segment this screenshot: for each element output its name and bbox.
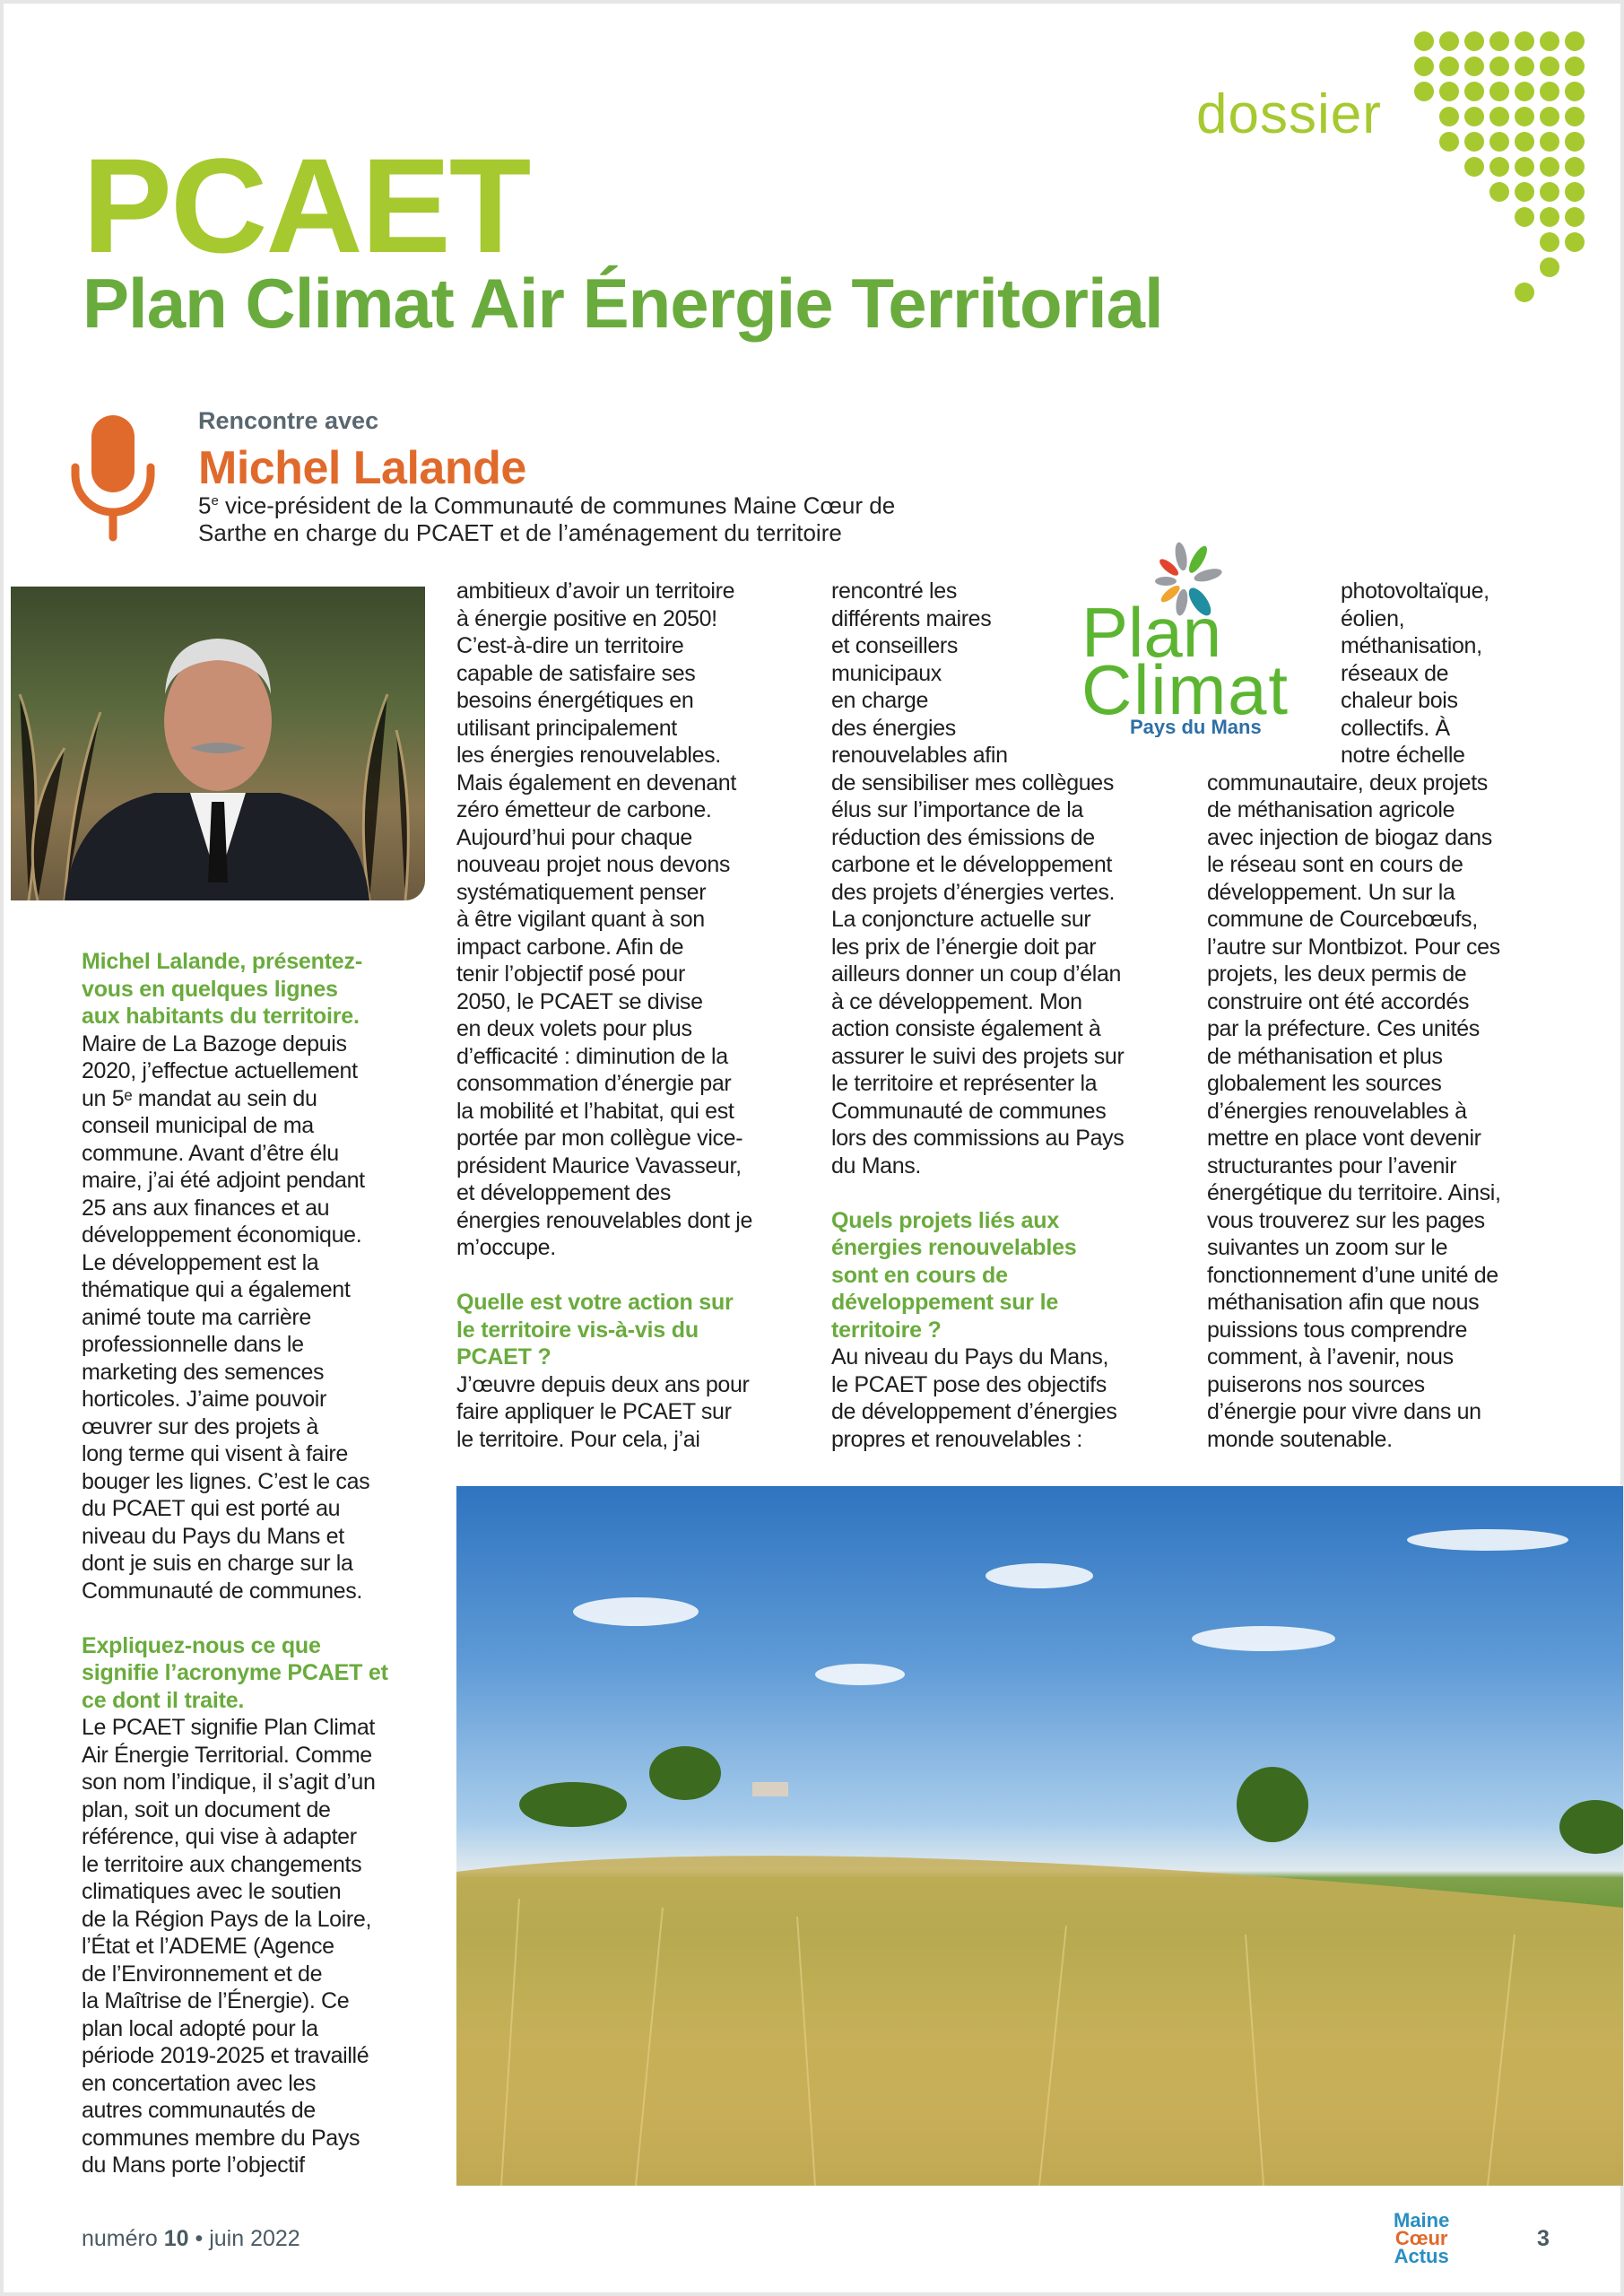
decorative-dot [1515, 283, 1534, 302]
interviewee-name: Michel Lalande [198, 442, 526, 494]
text-line: Quels projets liés aux [831, 1207, 1060, 1233]
text-line: notre échelle [1341, 743, 1465, 768]
text-line: développement économique. [82, 1222, 362, 1248]
interview-answer [1207, 770, 1566, 1454]
text-line: commune. Avant d’être élu [82, 1140, 339, 1166]
text-line: des énergies [831, 715, 956, 741]
text-line: PCAET ? [456, 1344, 551, 1370]
text-line: municipaux [831, 660, 942, 686]
text-line: réduction des émissions de [831, 824, 1095, 850]
paragraph-gap [82, 1605, 440, 1632]
text-line: de méthanisation et plus [1207, 1043, 1443, 1069]
text-line: les énergies renouvelables. [456, 743, 721, 768]
microphone-icon [66, 412, 161, 542]
interview-question [831, 1207, 1190, 1344]
text-line: comment, à l’avenir, nous [1207, 1344, 1454, 1370]
text-line: horticoles. J’aime pouvoir [82, 1387, 326, 1412]
article-column-2 [456, 578, 815, 1453]
role-text: 5 [198, 491, 212, 519]
text-line: utilisant principalement [456, 715, 677, 741]
maine-coeur-actus-logo [1394, 2209, 1450, 2267]
decorative-dot [1489, 82, 1509, 101]
text-line: bouger les lignes. C’est le cas [82, 1468, 370, 1494]
text-line: animé toute ma carrière [82, 1304, 311, 1330]
text-line: d’énergie pour vivre dans un [1207, 1399, 1481, 1424]
decorative-dot [1464, 57, 1484, 76]
text-line: vous trouverez sur les pages [1207, 1207, 1485, 1233]
decorative-dot [1515, 182, 1534, 202]
text-line: méthanisation, [1341, 633, 1482, 658]
text-line: fonctionnement d’une unité de [1207, 1262, 1498, 1288]
text-line: structurantes pour l’avenir [1207, 1152, 1457, 1178]
text-line: différents maires [831, 605, 992, 631]
text-line: collectifs. À [1341, 715, 1450, 741]
decorative-dot [1489, 31, 1509, 51]
issue-number: 10 [163, 2226, 189, 2251]
text-line: Le PCAET signifie Plan Climat [82, 1715, 376, 1740]
text-line: du PCAET qui est porté au [82, 1496, 341, 1521]
paragraph-gap [831, 1179, 1190, 1207]
decorative-dot [1565, 232, 1585, 252]
text-line: le PCAET pose des objectifs [831, 1371, 1107, 1397]
decorative-dot [1540, 82, 1559, 101]
text-line: un 5ᵉ mandat au sein du [82, 1085, 317, 1111]
text-line: de méthanisation agricole [1207, 797, 1455, 822]
text-line: énergies renouvelables dont je [456, 1207, 753, 1233]
interview-answer [456, 578, 815, 1262]
dot-pattern-decoration [1411, 29, 1609, 316]
interview-question [82, 1632, 440, 1715]
text-line: renouvelables afin [831, 743, 1008, 768]
decorative-dot [1540, 132, 1559, 152]
decorative-dot [1414, 31, 1434, 51]
text-line: maire, j’ai été adjoint pendant [82, 1168, 365, 1193]
decorative-dot [1515, 107, 1534, 126]
text-line: le territoire vis-à-vis du [456, 1317, 699, 1343]
text-line: œuvrer sur des projets à [82, 1413, 318, 1439]
decorative-dot [1540, 157, 1559, 177]
text-line: rencontré les [831, 578, 957, 604]
text-line: territoire ? [831, 1317, 942, 1343]
decorative-dot [1565, 107, 1585, 126]
decorative-dot [1515, 207, 1534, 227]
role-sup: e [211, 493, 219, 509]
text-line: puiserons nos sources [1207, 1371, 1425, 1397]
decorative-dot [1540, 232, 1559, 252]
decorative-dot [1540, 107, 1559, 126]
role-text: Sarthe en charge du PCAET et de l’aménagement du territoire [198, 518, 842, 546]
text-line: m’occupe. [456, 1235, 556, 1260]
decorative-dot [1489, 107, 1509, 126]
text-line: méthanisation afin que nous [1207, 1290, 1480, 1315]
interview-question [456, 1289, 815, 1371]
text-line: de la Région Pays de la Loire, [82, 1906, 372, 1932]
text-line: en concertation avec les [82, 2070, 317, 2096]
text-line: développement sur le [831, 1290, 1059, 1315]
text-line: énergies renouvelables [831, 1235, 1077, 1260]
decorative-dot [1565, 157, 1585, 177]
decorative-dot [1565, 182, 1585, 202]
decorative-dot [1515, 57, 1534, 76]
brand-line: Cœur [1394, 2227, 1448, 2249]
decorative-dot [1414, 57, 1434, 76]
text-line: mettre en place vont devenir [1207, 1126, 1481, 1151]
text-line: carbone et le développement [831, 852, 1112, 877]
decorative-dot [1540, 31, 1559, 51]
decorative-dot [1439, 57, 1459, 76]
decorative-dot [1540, 57, 1559, 76]
interviewee-role [198, 488, 895, 546]
text-line: Maire de La Bazoge depuis [82, 1031, 347, 1057]
text-line: le réseau sont en cours de [1207, 852, 1463, 877]
text-line: 2020, j’effectue actuellement [82, 1058, 358, 1083]
magazine-page [4, 4, 1620, 2292]
article-column-1 [82, 948, 440, 2179]
text-line: l’autre sur Montbizot. Pour ces [1207, 934, 1500, 960]
text-line: du Mans. [831, 1152, 922, 1178]
interview-intro: Rencontre avec [198, 407, 379, 434]
text-line: niveau du Pays du Mans et [82, 1523, 344, 1549]
text-line: en charge [831, 688, 929, 713]
text-line: à ce développement. Mon [831, 988, 1082, 1014]
logo-text-plan: Plan [1081, 593, 1222, 672]
decorative-dot [1515, 157, 1534, 177]
decorative-dot [1464, 107, 1484, 126]
portrait-photo [11, 587, 425, 900]
text-line: la Maîtrise de l’Énergie). Ce [82, 1988, 350, 2013]
decorative-dot [1414, 82, 1434, 101]
separator: • [195, 2226, 204, 2251]
text-line: tenir l’objectif posé pour [456, 961, 685, 987]
text-line: systématiquement penser [456, 879, 707, 905]
decorative-dot [1464, 132, 1484, 152]
text-line: communautaire, deux projets [1207, 770, 1488, 796]
text-line: son nom l’indique, il s’agit d’un [82, 1770, 376, 1795]
text-line: période 2019-2025 et travaillé [82, 2043, 369, 2068]
text-line: Communauté de communes. [82, 1578, 362, 1604]
text-line: suivantes un zoom sur le [1207, 1235, 1448, 1260]
text-line: impact carbone. Afin de [456, 934, 684, 960]
text-line: 25 ans aux finances et au [82, 1195, 330, 1221]
issue-info [82, 2226, 300, 2252]
text-line: réseaux de [1341, 660, 1449, 686]
decorative-dot [1464, 31, 1484, 51]
interview-answer [456, 1371, 815, 1454]
text-line: Aujourd’hui pour chaque [456, 824, 692, 850]
decorative-dot [1565, 82, 1585, 101]
section-label: dossier [1196, 83, 1382, 145]
text-line: la mobilité et l’habitat, qui est [456, 1098, 734, 1124]
text-line: consommation d’énergie par [456, 1071, 732, 1096]
text-line: à énergie positive en 2050! [456, 605, 717, 631]
issue-label: numéro [82, 2226, 158, 2251]
text-line: J’œuvre depuis deux ans pour [456, 1371, 750, 1397]
decorative-dot [1439, 107, 1459, 126]
text-line: en deux volets pour plus [456, 1016, 692, 1041]
decorative-dot [1540, 207, 1559, 227]
text-line: C’est-à-dire un territoire [456, 633, 684, 658]
decorative-dot [1565, 57, 1585, 76]
text-line: d’efficacité : diminution de la [456, 1043, 728, 1069]
text-line: 2050, le PCAET se divise [456, 988, 703, 1014]
decorative-dot [1515, 132, 1534, 152]
text-line: sont en cours de [831, 1262, 1008, 1288]
interview-answer [82, 1031, 440, 1605]
text-line: le territoire aux changements [82, 1851, 362, 1877]
text-line: photovoltaïque, [1341, 578, 1489, 604]
text-line: le territoire et représenter la [831, 1071, 1098, 1096]
text-line: capable de satisfaire ses [456, 660, 696, 686]
decorative-dot [1565, 207, 1585, 227]
text-line: à être vigilant quant à son [456, 907, 705, 932]
text-line: climatiques avec le soutien [82, 1879, 342, 1904]
text-line: Expliquez-nous ce que [82, 1632, 321, 1658]
brand-line: Actus [1394, 2245, 1449, 2267]
text-line: marketing des semences [82, 1359, 325, 1385]
text-line: des projets d’énergies vertes. [831, 879, 1116, 905]
text-line: du Mans porte l’objectif [82, 2152, 305, 2178]
text-line: dont je suis en charge sur la [82, 1551, 353, 1576]
text-line: éolien, [1341, 605, 1405, 631]
decorative-dot [1489, 157, 1509, 177]
text-line: Air Énergie Territorial. Comme [82, 1742, 372, 1768]
text-line: signifie l’acronyme PCAET et [82, 1660, 388, 1685]
text-line: président Maurice Vavasseur, [456, 1152, 742, 1178]
text-line: élus sur l’importance de la [831, 797, 1083, 822]
decorative-dot [1489, 57, 1509, 76]
logo-text-pays: Pays du Mans [1130, 716, 1262, 737]
text-line: Au niveau du Pays du Mans, [831, 1344, 1109, 1370]
text-line: assurer le suivi des projets sur [831, 1043, 1125, 1069]
text-line: nouveau projet nous devons [456, 852, 731, 877]
text-line: les prix de l’énergie doit par [831, 934, 1097, 960]
text-line: Communauté de communes [831, 1098, 1107, 1124]
text-line: La conjoncture actuelle sur [831, 907, 1091, 932]
page-subtitle: Plan Climat Air Énergie Territorial [83, 264, 1163, 343]
text-line: besoins énergétiques en [456, 688, 694, 713]
text-line: lors des commissions au Pays [831, 1126, 1125, 1151]
text-line: avec injection de biogaz dans [1207, 824, 1492, 850]
text-line: aux habitants du territoire. [82, 1004, 360, 1029]
text-line: long terme qui visent à faire [82, 1441, 348, 1466]
text-line: propres et renouvelables : [831, 1426, 1082, 1452]
text-line: de l’Environnement et de [82, 1961, 323, 1987]
decorative-dot [1464, 82, 1484, 101]
text-line: le territoire. Pour cela, j’ai [456, 1426, 700, 1452]
brand-line: Maine [1394, 2209, 1450, 2231]
page-number: 3 [1537, 2226, 1550, 2251]
text-line: d’énergies renouvelables à [1207, 1098, 1467, 1124]
text-line: conseil municipal de ma [82, 1113, 314, 1138]
text-line: Quelle est votre action sur [456, 1290, 734, 1315]
text-line: et conseillers [831, 633, 958, 658]
countryside-landscape-photo [456, 1486, 1623, 2186]
text-line: énergétique du territoire. Ainsi, [1207, 1180, 1501, 1205]
decorative-dot [1565, 31, 1585, 51]
page-title: PCAET [83, 130, 530, 281]
text-line: professionnelle dans le [82, 1332, 304, 1357]
issue-date: juin 2022 [209, 2226, 300, 2251]
text-line: zéro émetteur de carbone. [456, 797, 712, 822]
text-line: et développement des [456, 1180, 672, 1205]
decorative-dot [1439, 132, 1459, 152]
interview-answer [831, 1344, 1190, 1453]
text-line: globalement les sources [1207, 1071, 1442, 1096]
decorative-dot [1540, 182, 1559, 202]
text-line: puissions tous comprendre [1207, 1317, 1468, 1343]
interview-question [82, 948, 440, 1031]
decorative-dot [1464, 157, 1484, 177]
text-line: communes membre du Pays [82, 2125, 360, 2151]
decorative-dot [1515, 31, 1534, 51]
text-line: Michel Lalande, présentez- [82, 949, 362, 974]
decorative-dot [1489, 132, 1509, 152]
text-line: thématique qui a également [82, 1277, 351, 1302]
text-line: plan local adopté pour la [82, 2015, 318, 2041]
decorative-dot [1540, 257, 1559, 277]
decorative-dot [1439, 82, 1459, 101]
decorative-dot [1515, 82, 1534, 101]
text-line: commune de Courcebœufs, [1207, 907, 1478, 932]
decorative-dot [1489, 182, 1509, 202]
text-line: faire appliquer le PCAET sur [456, 1399, 732, 1424]
text-line: autres communautés de [82, 2098, 316, 2123]
text-line: développement. Un sur la [1207, 879, 1455, 905]
interview-answer [82, 1714, 440, 2179]
decorative-dot [1565, 132, 1585, 152]
text-line: l’État et l’ADEME (Agence [82, 1934, 334, 1959]
text-line: chaleur bois [1341, 688, 1458, 713]
text-line: par la préfecture. Ces unités [1207, 1016, 1480, 1041]
text-line: Mais également en devenant [456, 770, 736, 796]
role-text: vice-président de la Communauté de communes Maine Cœur de [218, 491, 896, 519]
text-line: référence, qui vise à adapter [82, 1824, 357, 1849]
text-line: monde soutenable. [1207, 1426, 1393, 1452]
text-line: ambitieux d’avoir un territoire [456, 578, 735, 604]
decorative-dot [1439, 31, 1459, 51]
text-line: action consiste également à [831, 1016, 1101, 1041]
text-line: Le développement est la [82, 1249, 319, 1275]
paragraph-gap [456, 1262, 815, 1290]
logo-text-climat: Climat [1081, 650, 1288, 729]
text-line: portée par mon collègue vice- [456, 1126, 743, 1151]
text-line: de sensibiliser mes collègues [831, 770, 1115, 796]
text-line: ce dont il traite. [82, 1687, 245, 1713]
text-line: vous en quelques lignes [82, 976, 338, 1002]
plan-climat-logo [1076, 538, 1296, 737]
text-line: plan, soit un document de [82, 1796, 331, 1822]
text-line: ailleurs donner un coup d’élan [831, 961, 1122, 987]
text-line: construire ont été accordés [1207, 988, 1470, 1014]
text-line: projets, les deux permis de [1207, 961, 1467, 987]
text-line: de développement d’énergies [831, 1399, 1117, 1424]
